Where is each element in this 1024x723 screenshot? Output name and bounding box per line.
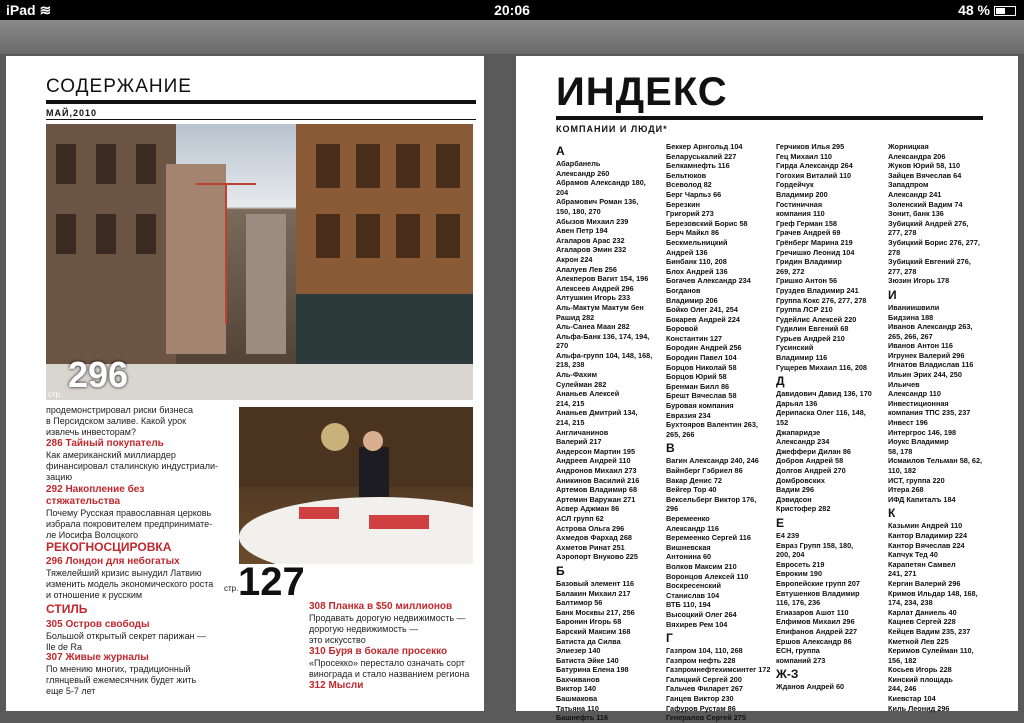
article-intro: продемонстрировал риски бизнеса в Персидском заливе. Какой урок извлечь инвесторам? [46,405,193,437]
index-entry: Бородин Павел 104 [666,353,737,363]
index-entry: Гурьев Андрей 210 [776,333,845,343]
index-entry: Воронцов Алексей 110 [666,571,749,581]
item-title: 310 Буря в бокале просекко [309,646,448,657]
index-entry: Баронин Игорь 68 [556,617,622,627]
index-entry: Абрамович Роман 136, [556,197,639,207]
clock: 20:06 [494,2,530,18]
index-entry: Долгов Андрей 270 [776,466,846,475]
index-entry: Борцов Юрий 58 [666,372,727,382]
index-entry: Веремеенко [666,513,710,523]
index-entry: Валерий 217 [556,437,602,447]
index-entry: Вишневская [666,542,711,552]
index-entry: 265, 266 [666,429,695,439]
index-entry: Иваниишвили [888,302,940,312]
index-entry: Березовский Борис 58 [666,218,748,228]
index-entry: Дэвидсон [776,494,812,504]
index-entry: Ананьев Дмитрий 134, [556,408,638,418]
index-entry: Альфа-Банк 136, 174, 194, [556,331,650,341]
index-entry: Андрей 136 [666,247,708,257]
index-entry: Богданов [666,285,701,295]
index-entry: 277, 278 [888,266,917,276]
index-entry: АСЛ групп 62 [556,513,604,523]
index-entry: Иванов Александр 263, [888,322,973,332]
index-entry: 116, 176, 236 [776,598,821,608]
wifi-icon: ≋ [39,2,52,18]
index-entry: Джапаридзе [776,427,821,437]
index-entry: 269, 272 [776,266,805,276]
issue-date: МАЙ,2010 [46,108,97,118]
index-entry: 270 [556,341,569,351]
index-entry: Карапетян Самвел [888,559,956,569]
index-entry: Игнатов Владислав 116 [888,360,974,370]
index-entry: Добров Андрей 58 [776,456,844,466]
index-entry: Игрунек Валерий 296 [888,350,965,360]
index-entry: 174, 234, 238 [888,598,933,608]
index-entry: Борцов Николай 58 [666,362,737,372]
index-entry: Группа ЛСР 210 [776,305,833,315]
index-entry: Всеволод 82 [666,180,712,190]
index-entry: Абызов Михаил 239 [556,216,629,226]
index-entry: ВТБ 110, 194 [666,600,711,610]
index-entry: Жорницкая [888,142,929,151]
index-entry: 218, 238 [556,360,585,370]
contents-item[interactable]: 305 Остров свободы Большой открытый секрет парижан — Ile de Ra [46,619,236,653]
index-entry: Бахчиванов [556,674,600,684]
index-entry: 58, 178 [888,446,913,456]
index-entry: Инвест 196 [888,418,928,428]
index-entry: Ананьев Алексей [556,389,620,399]
index-entry: Элиезер 140 [556,646,601,656]
index-entry: 156, 182 [888,655,917,665]
index-entry: Башнефть 116 [556,713,608,723]
index-entry: Волков Максим 210 [666,561,737,571]
index-entry: Агаларов Арас 232 [556,235,625,245]
index-entry: 150, 180, 270 [556,206,601,216]
index-entry: Гречишко Леонид 104 [776,247,855,257]
battery-icon [994,6,1016,16]
item-title: 307 Живые журналы [46,652,149,663]
index-entry: Егиазаров Ашот 110 [776,607,849,617]
item-title: 305 Остров свободы [46,619,150,630]
contents-item[interactable] [309,680,363,692]
index-entry: Гущерев Михаил 116, 208 [776,362,867,372]
index-entry: Кантор Владимир 224 [888,530,968,540]
index-entry: Евтушенков Владимир [776,588,860,598]
index-entry: Владимир 200 [776,189,828,199]
index-entry: Жуков Юрий 58, 110 [888,161,961,171]
index-entry: Башмакова [556,694,598,704]
contents-item[interactable]: 296 Лондон для небогатых Тяжелейший кризис вынудил Латвию изменить модель экономического роста и отношение к русским [46,556,236,601]
index-entry: Газпром нефть 228 [666,655,736,665]
index-entry: Авен Петр 194 [556,226,608,236]
index-entry: ИСТ, группа 220 [888,475,945,485]
index-column [556,142,664,723]
index-entry: 278 [888,247,901,257]
divider [46,100,476,104]
index-entry: Интергрос 146, 198 [888,427,957,437]
index-entry: Гусинский [776,343,814,353]
index-column [666,142,774,723]
index-entry: Барский Максим 168 [556,626,631,636]
index-entry: Астрова Ольга 296 [556,523,625,533]
index-entry: 200, 204 [776,550,805,560]
index-entry: Ильичев [888,379,920,389]
page-number-296[interactable]: 296 [68,354,129,395]
index-entry: Виктор 140 [556,684,597,694]
index-column [776,142,884,692]
index-entry: Зайцев Вячеслав 64 [888,170,962,180]
index-entry: Гец Михаил 110 [776,151,832,161]
index-entry: Богачев Александр 234 [666,276,751,286]
index-entry: Бидзина 188 [888,312,934,322]
index-entry: Александр 241 [888,189,942,199]
index-entry: Вейгер Тор 40 [666,485,717,495]
index-entry: Бойко Олег 241, 254 [666,305,738,315]
index-entry: Бренман Билл 86 [666,381,730,391]
index-entry: Генералов Сергей 275 [666,713,746,723]
index-letter: К [888,506,896,521]
index-entry: Ахмедов Фархад 268 [556,533,632,543]
index-entry: Вакар Денис 72 [666,475,722,485]
index-entry: Вадим 296 [776,485,815,495]
index-entry: Евраз Групп 158, 180, [776,540,854,550]
restaurant-illustration [239,407,473,564]
index-entry: Бухтояров Валентин 263, [666,420,758,430]
index-entry: Банк Москвы 217, 256 [556,607,635,617]
index-entry: Андерсон Мартин 195 [556,446,636,456]
index-entry: Брешт Вячеслав 58 [666,391,737,401]
index-entry: Ганцев Виктор 230 [666,694,734,704]
index-letter: Е [776,515,785,530]
contents-item[interactable]: 307 Живые журналы По мнению многих, традиционный глянцевый ежемесячник будет жить еще 5-7 лет [46,652,236,697]
index-entry: Евроким 190 [776,569,823,579]
index-entry: Дерипаска Олег 116, 148, [776,408,866,418]
index-entry: Груздев Владимир 241 [776,285,859,295]
index-entry: Берг Чарльз 66 [666,189,722,199]
index-letter: В [666,441,675,456]
index-entry: Керимов Сулейман 110, [888,646,974,656]
reader-toolbar[interactable] [0,20,1024,54]
index-entry: Батурина Елена 198 [556,665,629,675]
index-entry: Гальчев Филарет 267 [666,684,743,694]
page-ref-label: стр. [224,584,239,593]
index-entry: Вексельберг Виктор 176, [666,494,757,504]
index-entry: Исмаилов Тельман 58, 62, [888,456,983,466]
index-entry: Зюзин Игорь 178 [888,276,950,286]
index-entry: Казьмин Андрей 110 [888,521,963,531]
index-entry: Александр 116 [666,523,719,533]
index-entry: Кейцев Вадим 235, 237 [888,626,971,636]
index-entry: Епифанов Андрей 227 [776,626,858,636]
device-label: iPad ≋ [6,2,52,18]
restaurant-photo[interactable] [239,407,473,564]
index-entry: Кримов Ильдар 148, 168, [888,588,978,598]
index-entry: Дарьял 136 [776,398,818,408]
contents-page[interactable] [6,56,484,711]
index-entry: Абрамов Александр 180, [556,178,646,188]
index-entry: Алексеев Андрей 296 [556,283,634,293]
index-letter: Ж-З [776,667,799,682]
index-entry: Группа Кокс 276, 277, 278 [776,295,867,305]
index-entry: Батиста да Силва [556,636,621,646]
index-entry: Берч Майкл 86 [666,228,720,238]
index-column [888,142,996,713]
index-entry: Гогохия Виталий 110 [776,170,852,180]
index-entry: Кантор Вячеслав 224 [888,540,965,550]
index-entry: Станислав 104 [666,590,720,600]
index-entry: Артемин Варужан 271 [556,494,636,504]
index-entry: Александр 260 [556,168,610,178]
index-entry: Аэропорт Внуково 225 [556,552,638,562]
index-entry: Итера 268 [888,485,924,495]
index-entry: Артемов Владимир 68 [556,485,638,495]
index-entry: Карлат Даниель 40 [888,607,957,617]
index-entry: 214, 215 [556,398,585,408]
index-entry: Гудилин Евгений 68 [776,324,849,334]
item-title: 292 Накопление без [46,484,145,495]
index-entry: Домбровских [776,475,825,485]
section-heading: СТИЛЬ [46,602,88,616]
contents-item[interactable]: 308 Планка в $50 миллионов Продавать дорогую недвижимость — дорогую недвижимость — это искусство [309,601,479,646]
index-entry: 152 [776,418,789,428]
index-entry: Боровой [666,324,698,334]
index-entry: Зубицкий Андрей 276, [888,218,969,228]
index-entry: Бинбанк 110, 208 [666,257,727,267]
index-entry: Кристофер 282 [776,504,831,514]
page-title: СОДЕРЖАНИЕ [46,76,192,97]
divider [46,119,476,120]
index-entry: Зубицкий Евгений 276, [888,257,971,267]
index-entry: Константин 127 [666,333,723,343]
index-entry: Аль-Санеа Маан 282 [556,322,630,332]
index-letter: Б [556,563,565,578]
index-page[interactable] [516,56,1018,723]
index-entry: Инвестиционная [888,398,949,408]
index-entry: Аль-Фахим [556,370,598,380]
index-entry: Давидович Давид 136, 170 [776,389,872,399]
index-entry: Вяхирев Рем 104 [666,619,728,629]
index-entry: Гудейлис Алексей 220 [776,314,857,324]
index-entry: 265, 266, 267 [888,331,933,341]
battery-indicator: 48 % [958,2,1016,18]
index-entry: 244, 246 [888,684,917,694]
index-entry: Александра 206 [888,151,946,161]
index-entry: 277, 278 [888,228,917,238]
contents-item[interactable]: 286 Тайный покупатель Как американский миллиардер финансировал сталинскую индустриали- зацию [46,438,236,483]
index-entry: Аль-Мактум Мактум бен [556,302,644,312]
index-entry: Базовый элемент 116 [556,578,635,588]
index-entry: Газпромнефтехимсинтег 172 [666,665,771,675]
index-entry: Кинский площадь [888,674,953,684]
index-entry: Европейские групп 207 [776,578,860,588]
index-entry: Кметной Лев 225 [888,636,949,646]
index-entry: Вайнберг Гэбриел 86 [666,466,743,475]
index-entry: Гостиничная [776,199,823,209]
index-letter: Д [776,374,785,389]
divider [556,116,983,120]
index-entry: Григорий 273 [666,209,714,219]
index-entry: Балтимор 56 [556,598,603,608]
index-entry: Андреев Андрей 110 [556,456,631,466]
index-subtitle: КОМПАНИИ И ЛЮДИ* [556,124,668,134]
index-entry: Грачев Андрей 69 [776,228,841,238]
index-letter: А [556,144,565,158]
index-entry: Белкамнефть 116 [666,161,730,171]
index-entry: Рашид 282 [556,312,595,322]
index-entry: компаний 273 [776,655,826,665]
index-entry: Иванов Антон 116 [888,341,953,351]
index-entry: Грёнберг Марина 219 [776,237,853,247]
index-entry: Газпром 104, 110, 268 [666,646,743,656]
index-entry: Кергин Валерий 296 [888,578,961,588]
index-entry: Алалуев Лев 256 [556,264,617,274]
index-entry: Владимир 206 [666,295,718,305]
index-entry: Зубицкий Борис 276, 277, [888,237,980,247]
index-entry: Владимир 116 [776,353,828,363]
index-entry: 204 [556,187,569,197]
index-entry: Е4 239 [776,530,800,540]
index-entry: Бокарев Андрей 224 [666,314,740,324]
index-letter: Г [666,631,673,646]
index-entry: Киль Леонид 296 [888,703,950,713]
index-entry: 110, 182 [888,466,917,475]
index-entry: Абарбанель [556,159,601,168]
page-ref-label: стр. [48,390,63,399]
index-entry: компания 110 [776,209,825,219]
index-entry: Буровая компания [666,401,734,411]
index-entry: Балакин Михаил 217 [556,588,631,598]
index-letter: И [888,287,897,302]
index-entry: Ахметов Ринат 251 [556,542,625,552]
index-entry: Татьяна 110 [556,703,599,713]
contents-item[interactable]: 310 Буря в бокале просекко «Просекко» перестало означать сорт винограда и стало названием региона [309,646,479,680]
index-entry: Евразия 234 [666,410,711,420]
status-bar [0,0,1024,20]
index-entry: Бородин Андрей 256 [666,343,742,353]
index-entry: Западпром [888,180,929,190]
item-title: 308 Планка в $50 миллионов [309,601,453,612]
contents-item[interactable]: 292 Накопление без стяжательства Почему Русская православная церковь избрала покровителем предпринимате- ле Иосифа Волоцкого [46,484,236,541]
index-entry: Аникинов Василий 216 [556,475,640,485]
index-entry: Блох Андрей 136 [666,266,728,276]
index-entry: 214, 215 [556,418,585,428]
index-entry: Кацнев Сергей 228 [888,617,956,627]
item-title: 296 Лондон для небогатых [46,556,180,567]
index-entry: ИФД Капиталъ 184 [888,494,956,504]
index-entry: Акрон 224 [556,254,593,264]
index-entry: ЕСН, группа [776,646,820,656]
index-entry: Гришко Антон 56 [776,276,838,286]
index-entry: Евросеть 219 [776,559,825,569]
index-entry: Зонит, банк 136 [888,209,944,219]
page-title: ИНДЕКС [556,70,728,114]
index-entry: Иоукс Владимир [888,437,949,447]
index-entry: Андронов Михаил 273 [556,466,637,475]
index-entry: Капчук Тед 40 [888,550,938,560]
index-entry: 296 [666,504,679,514]
index-entry: Веремеенко Сергей 116 [666,533,751,543]
index-entry: Вагин Александр 240, 246 [666,456,759,466]
index-entry: Герчиков Илья 295 [776,142,845,151]
index-entry: Золенский Вадим 74 [888,199,963,209]
section-heading: РЕКОГНОСЦИРОВКА [46,540,172,554]
index-entry: Джеффери Дилан 86 [776,446,851,456]
index-entry: Бескмельницкий [666,237,728,247]
index-entry: Англичанинов [556,427,609,437]
index-entry: Батиста Эйке 140 [556,655,619,665]
index-entry: Александр 110 [888,389,941,399]
index-entry: Греф Герман 158 [776,218,837,228]
index-entry: Ершов Александр 86 [776,636,852,646]
index-entry: Алекперов Вагит 154, 196 [556,274,649,284]
index-entry: Жданов Андрей 60 [776,682,845,692]
index-entry: Гирда Александр 264 [776,161,853,171]
page-number-127[interactable]: 127 [238,560,305,604]
index-entry: Асвер Аджман 86 [556,504,620,514]
index-entry: Гордейчук [776,180,814,190]
index-entry: Высоцкий Олег 264 [666,609,737,619]
index-entry: Косьев Игорь 228 [888,665,952,675]
index-entry: Березкин [666,199,700,209]
index-entry: Агаларов Эмин 232 [556,245,627,255]
index-entry: Александр 234 [776,437,830,447]
index-entry: Гридин Владимир [776,257,842,267]
index-entry: Киевстар 104 [888,694,936,704]
item-title: 286 Тайный покупатель [46,438,164,449]
index-entry: Бельтюков [666,170,707,180]
index-entry: компания ТПС 235, 237 [888,408,971,418]
index-entry: Беккер Арнгольд 104 [666,142,743,151]
index-entry: Елфимов Михаил 296 [776,617,855,627]
index-entry: Ильин Эрих 244, 250 [888,370,962,380]
index-entry: Воскресенский [666,581,721,591]
index-entry: Сулейман 282 [556,379,607,389]
index-entry: 241, 271 [888,569,917,579]
item-title: 312 Мысли [309,680,364,691]
index-entry: Алтушкин Игорь 233 [556,293,631,303]
index-entry: Галицкий Сергей 200 [666,674,742,684]
index-entry: Гафуров Рустам 86 [666,703,736,713]
index-entry: Беларуськалий 227 [666,151,737,161]
index-entry: Альфа-групп 104, 148, 168, [556,350,653,360]
index-entry: Антонина 60 [666,552,712,562]
